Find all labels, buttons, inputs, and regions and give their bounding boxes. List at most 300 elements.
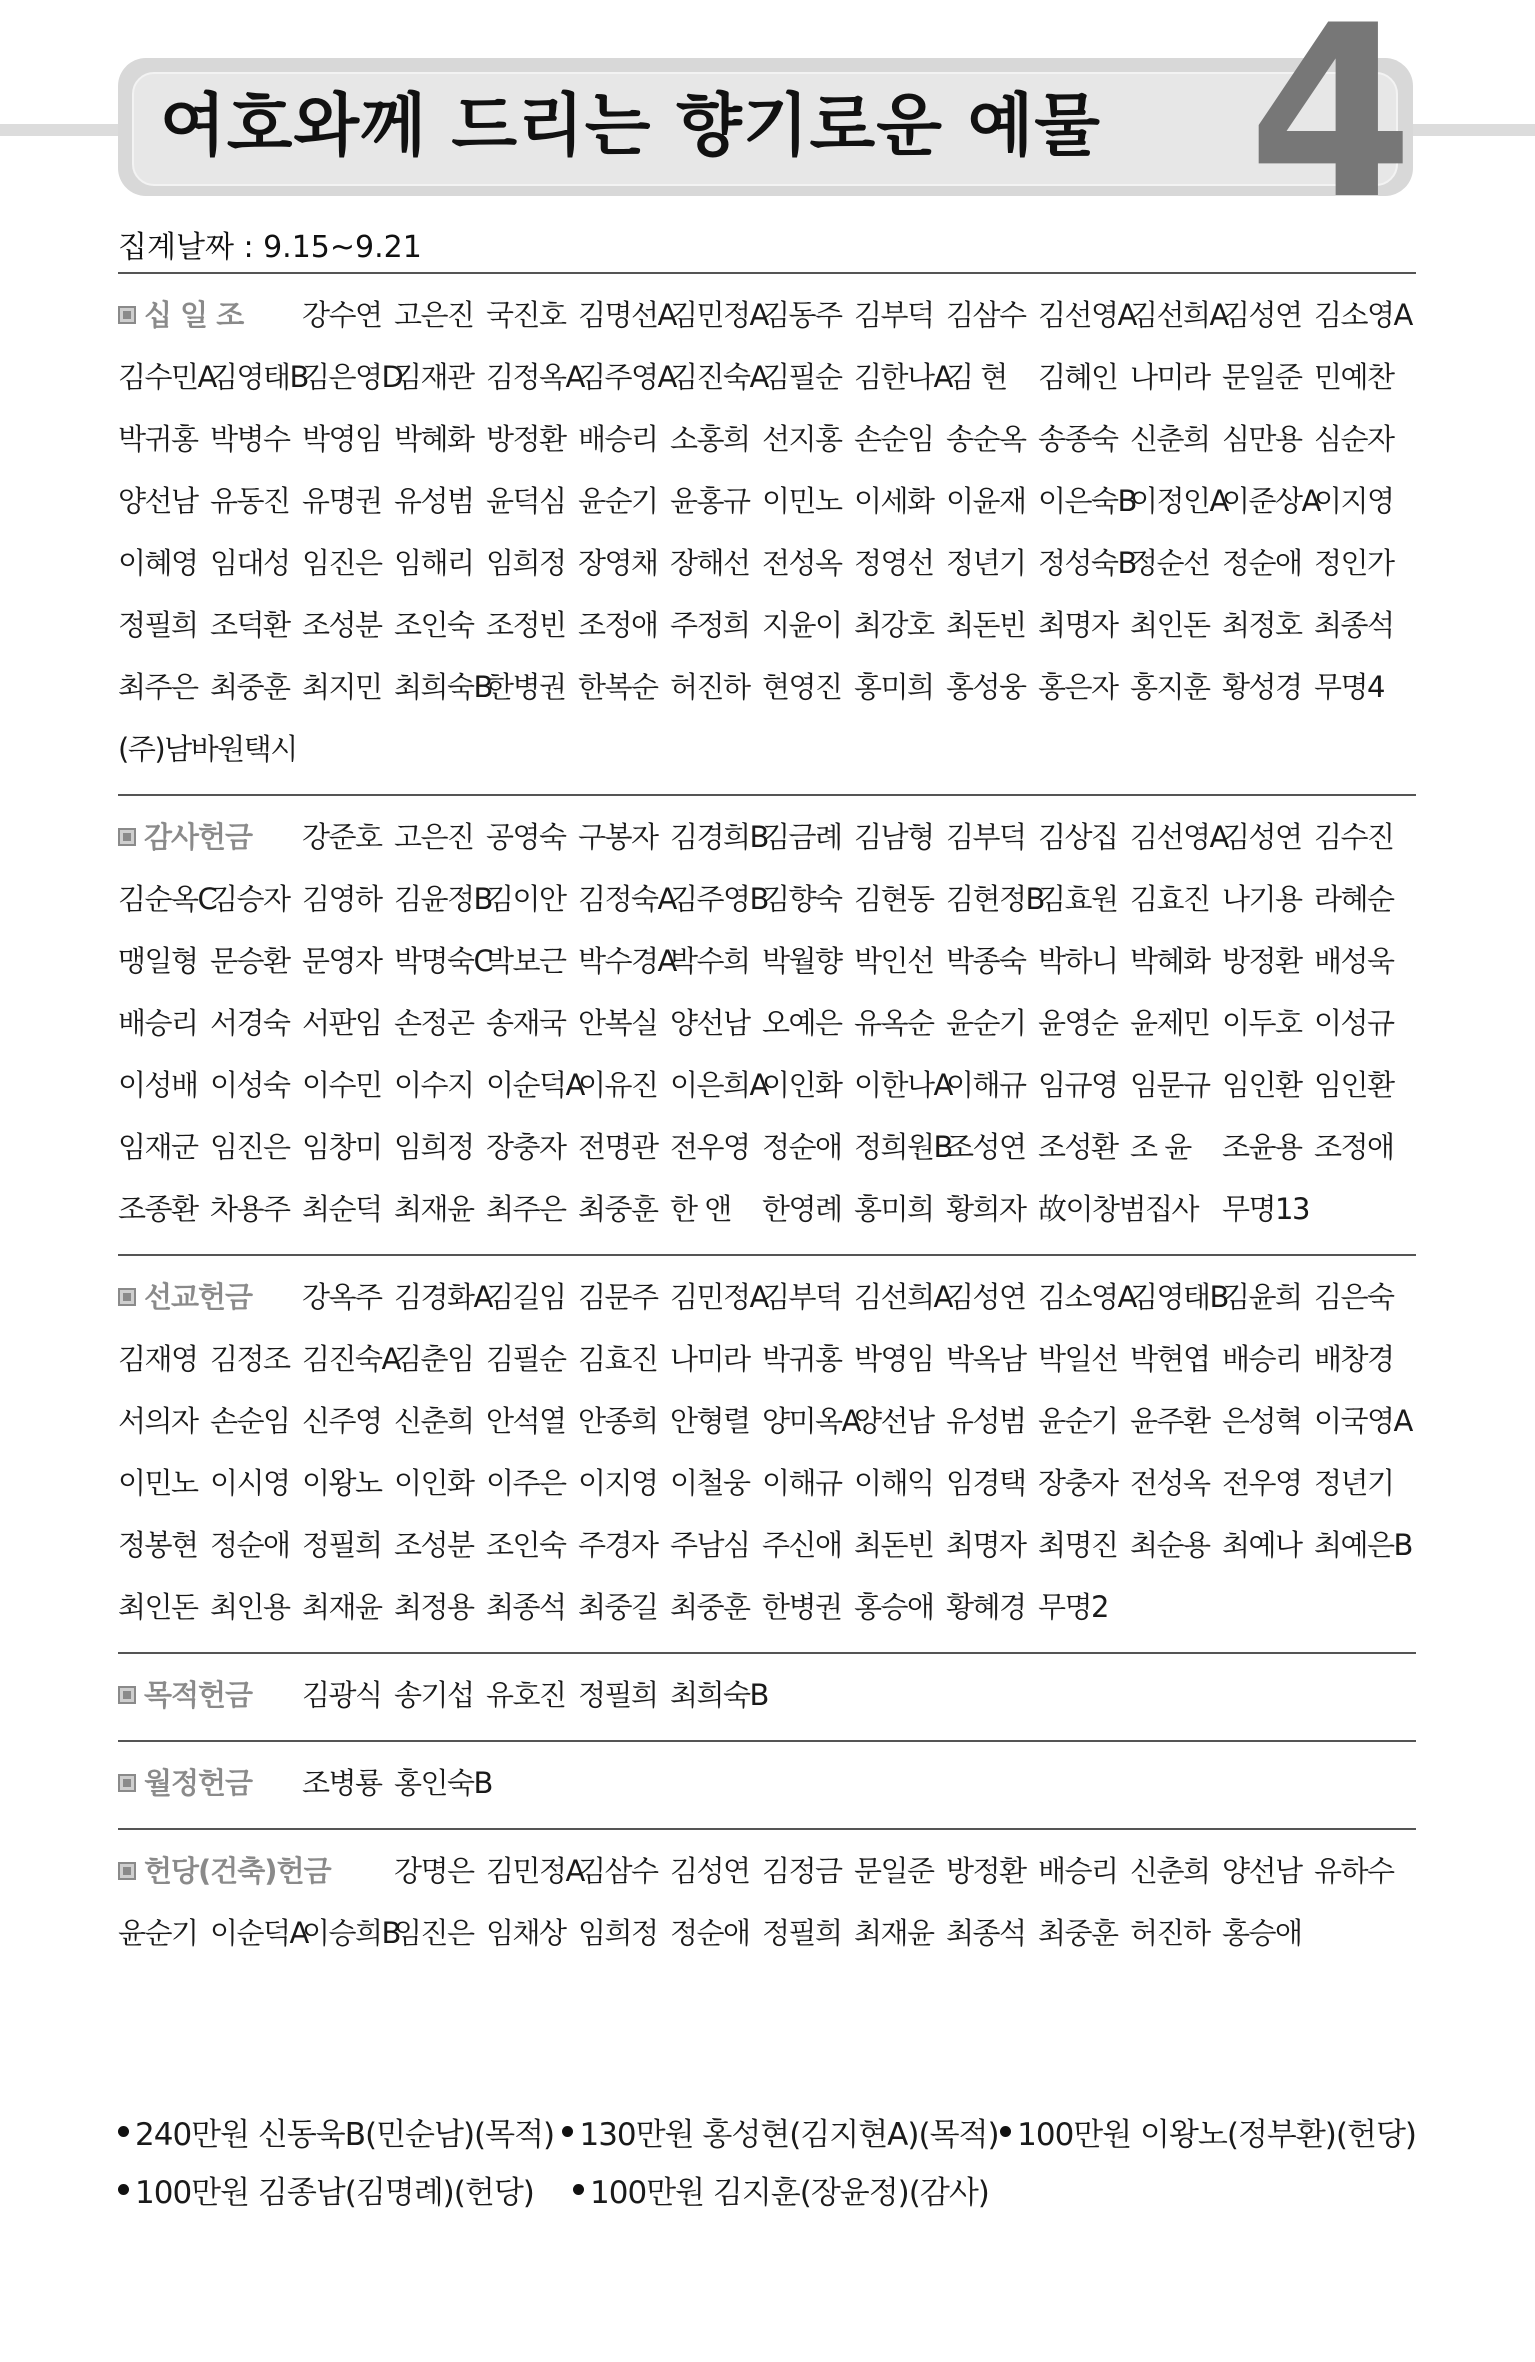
donor-name: 강옥주 [302,1280,382,1314]
donor-name: 김재영 [118,1342,198,1376]
donor-name: 윤영순 [1038,1006,1118,1040]
donor-name: 박명숙C [394,944,493,978]
donor-name: 김경희B [670,820,768,854]
donor-name: 임인환 [1314,1068,1394,1102]
donor-name: 조정빈 [486,608,566,642]
donor-name: 최종석 [486,1590,566,1624]
donor-name: 최재윤 [854,1916,934,1950]
donor-name: 박영임 [854,1342,934,1376]
donor-name: 김경화A [394,1280,492,1314]
donor-name: 주경자 [578,1528,658,1562]
donor-name: 임대성 [210,546,290,580]
section-label-text: 감사헌금 [144,820,253,854]
donor-name: 정성숙B [1038,546,1136,580]
donor-name: 이은숙B [1038,484,1136,518]
donor-name: 맹일형 [118,944,198,978]
donor-name: 무명4 [1314,670,1384,704]
donor-name: 허진하 [1130,1916,1210,1950]
donor-name: 조병룡 [302,1766,382,1800]
donor-name: 이시영 [210,1466,290,1500]
donor-name: 김금례 [762,820,842,854]
donor-name: 신춘희 [1130,422,1210,456]
donor-name: 안석열 [486,1404,566,1438]
donor-name: 문승환 [210,944,290,978]
page-title: 여호와께 드리는 향기로운 예물 [160,87,1101,166]
donor-name: 신춘희 [394,1404,474,1438]
offering-section [118,1740,1416,1828]
date-label: 집계날짜 : 9.15~9.21 [118,230,422,265]
donor-name: 조성연 [946,1130,1026,1164]
donor-name: 양선남 [118,484,198,518]
donor-name: 조윤용 [1222,1130,1302,1164]
donor-name: 조정애 [1314,1130,1394,1164]
donor-name: 박수희 [670,944,750,978]
section-label [118,1664,302,1726]
offering-sections [118,272,1416,1978]
donor-name: 박수경A [578,944,676,978]
donor-name: 라혜순 [1314,882,1394,916]
donor-name: 최재윤 [302,1590,382,1624]
donor-name: 공영숙 [486,820,566,854]
donor-name: 손정곤 [394,1006,474,1040]
donor-name: 최종석 [946,1916,1026,1950]
donor-name: 최희숙B [670,1678,768,1712]
donor-name: 김수민A [118,360,216,394]
donor-name: 김부덕 [946,820,1026,854]
donor-name: 윤순기 [1038,1404,1118,1438]
donor-name: 김주영B [670,882,768,916]
donor-name: 이지영 [1314,484,1394,518]
donor-name: 박인선 [854,944,934,978]
donor-name: 故이창범집사 [1038,1192,1199,1226]
donor-name: 최중훈 [578,1192,658,1226]
donor-name: 홍미희 [854,1192,934,1226]
bullet-icon [118,2184,129,2195]
name-list [118,806,1416,1240]
donation-row [118,2102,1416,2160]
donor-name: 김정금 [762,1854,842,1888]
donor-name: 최인돈 [118,1590,198,1624]
donor-name: 임진은 [302,546,382,580]
donor-name: 김영태B [1130,1280,1228,1314]
donor-name: 임희정 [394,1130,474,1164]
donor-name: 김부덕 [854,298,934,332]
donor-name: 윤홍규 [670,484,750,518]
donor-name: 전우영 [1222,1466,1302,1500]
donor-name: 박혜화 [394,422,474,456]
donation-text: 100만원 이왕노(정부환)(헌당) [1017,2116,1416,2153]
donor-name: 유하수 [1314,1854,1394,1888]
donor-name: 이순덕A [486,1068,584,1102]
donation-text: 130만원 홍성현(김지현A)(목적) [579,2116,999,2153]
donor-name: 박현엽 [1130,1342,1210,1376]
donor-name: 김삼수 [946,298,1026,332]
donor-name: 황혜경 [946,1590,1026,1624]
donor-name: 정영선 [854,546,934,580]
square-bullet-icon [118,1686,136,1704]
donor-name: 홍승애 [854,1590,934,1624]
bullet-icon [1000,2126,1011,2137]
donor-name: 무명2 [1038,1590,1108,1624]
offering-section [118,1828,1416,1978]
donor-name: 유성범 [394,484,474,518]
issue-number: 4 [1248,0,1408,252]
donor-name: 이수민 [302,1068,382,1102]
donor-name: 송기섭 [394,1678,474,1712]
donor-name: 김진숙A [670,360,768,394]
donor-name: 최인용 [210,1590,290,1624]
donor-name: 장영채 [578,546,658,580]
donor-name: 김주영A [578,360,676,394]
donor-name: 김재관 [394,360,474,394]
donor-name: 신주영 [302,1404,382,1438]
donor-name: 이해규 [946,1068,1026,1102]
section-label [118,1266,302,1328]
donor-name: 전우영 [670,1130,750,1164]
name-list [118,1840,1416,1964]
donor-name: 배승리 [578,422,658,456]
donor-name: 민예찬 [1314,360,1394,394]
donor-name: 윤순기 [118,1916,198,1950]
section-label [118,284,302,346]
donor-name: 조성분 [302,608,382,642]
donor-name: 주정희 [670,608,750,642]
donor-name: 김성연 [946,1280,1026,1314]
donor-name: 최인돈 [1130,608,1210,642]
donor-name: 이세화 [854,484,934,518]
donor-name: 오예은 [762,1006,842,1040]
donor-name: 송종숙 [1038,422,1118,456]
donor-name: 이해익 [854,1466,934,1500]
donor-name: 정필희 [762,1916,842,1950]
donor-name: 김정옥A [486,360,584,394]
donor-name: 정년기 [946,546,1026,580]
donation-item [118,2167,573,2212]
name-list [118,1266,1416,1638]
donor-name: 최명자 [946,1528,1026,1562]
donor-name: 양미옥A [762,1404,860,1438]
offering-section [118,794,1416,1254]
donor-name: 방정환 [486,422,566,456]
offering-section [118,1254,1416,1652]
section-label-text: 선교헌금 [144,1280,253,1314]
offering-section [118,1652,1416,1740]
donor-name: 최명자 [1038,608,1118,642]
square-bullet-icon [118,1774,136,1792]
donor-name: 이성규 [1314,1006,1394,1040]
donor-name: 손순임 [854,422,934,456]
donor-name: 최순용 [1130,1528,1210,1562]
donor-name: 송순옥 [946,422,1026,456]
donor-name: 이왕노 [302,1466,382,1500]
donor-name: 김동주 [762,298,842,332]
donor-name: 나미라 [670,1342,750,1376]
donor-name: 임채상 [486,1916,566,1950]
special-donations [118,2102,1416,2218]
donor-name: 주신애 [762,1528,842,1562]
donor-name: 정순애 [210,1528,290,1562]
donor-name: 김남형 [854,820,934,854]
donor-name: 박하니 [1038,944,1118,978]
donor-name: 고은진 [394,820,474,854]
donor-name: 최정용 [394,1590,474,1624]
donor-name: 방정환 [1222,944,1302,978]
donor-name: 배승리 [118,1006,198,1040]
donor-name: 문영자 [302,944,382,978]
donor-name: 윤순기 [946,1006,1026,1040]
donor-name: 소홍희 [670,422,750,456]
donor-name: 손순임 [210,1404,290,1438]
donor-name: 정필희 [302,1528,382,1562]
donor-name: 김길임 [486,1280,566,1314]
donor-name: 이철웅 [670,1466,750,1500]
donor-name: 조인숙 [394,608,474,642]
donor-name: 국진호 [486,298,566,332]
donor-name: 이지영 [578,1466,658,1500]
donor-name: 임인환 [1222,1068,1302,1102]
donor-name: 강수연 [302,298,382,332]
donor-name: 신춘희 [1130,1854,1210,1888]
donor-name: 김순옥C [118,882,217,916]
donor-name: 서판임 [302,1006,382,1040]
donor-name: 임경택 [946,1466,1026,1500]
donor-name: 김정조 [210,1342,290,1376]
donor-name: 김성연 [1222,298,1302,332]
donor-name: 조종환 [118,1192,198,1226]
donor-name: 김광식 [302,1678,382,1712]
donor-name: 윤덕심 [486,484,566,518]
donor-name: 김영하 [302,882,382,916]
donation-item [118,2109,562,2154]
donor-name: 황희자 [946,1192,1026,1226]
donor-name: 김혜인 [1038,360,1118,394]
donor-name: 한영례 [762,1192,842,1226]
donor-name: 김문주 [578,1280,658,1314]
donor-name: 이민노 [762,484,842,518]
donor-name: 이인화 [762,1068,842,1102]
donor-name: 김이안 [486,882,566,916]
donor-name: 이한나A [854,1068,952,1102]
donor-name: 최중훈 [670,1590,750,1624]
donor-name: 이정인A [1130,484,1228,518]
offering-section [118,272,1416,794]
donor-name: 김선희A [854,1280,952,1314]
donor-name: 김필순 [486,1342,566,1376]
bullet-icon [118,2126,129,2137]
donor-name: 김춘임 [394,1342,474,1376]
donor-name: 은성혁 [1222,1404,1302,1438]
donor-name: 정필희 [118,608,198,642]
donor-name: 최예은B [1314,1528,1412,1562]
donor-name: 홍지훈 [1130,670,1210,704]
donor-name: 김성연 [670,1854,750,1888]
donor-name: 윤주환 [1130,1404,1210,1438]
donor-name: 전성옥 [762,546,842,580]
donor-name: 박옥남 [946,1342,1026,1376]
donor-name: 김효원 [1038,882,1118,916]
donor-name: 안종희 [578,1404,658,1438]
donation-text: 240만원 신동욱B(민순남)(목적) [135,2116,555,2153]
donor-name: 이성숙 [210,1068,290,1102]
donor-name: 김한나A [854,360,952,394]
donor-name: 김윤희 [1222,1280,1302,1314]
donor-name: 윤순기 [578,484,658,518]
donor-name: 이혜영 [118,546,198,580]
donor-name: 김 현 [946,360,1007,394]
donor-name: 홍성웅 [946,670,1026,704]
donor-name: 차용주 [210,1192,290,1226]
donor-name: 임희정 [486,546,566,580]
section-label [118,1752,302,1814]
donor-name: 최재윤 [394,1192,474,1226]
donor-name: 박일선 [1038,1342,1118,1376]
donor-name: 김윤정B [394,882,492,916]
name-list [118,1664,1416,1726]
donor-name: 최주은 [118,670,198,704]
donor-name: 최순덕 [302,1192,382,1226]
donor-name: 박보근 [486,944,566,978]
donor-name: 최명진 [1038,1528,1118,1562]
donor-name: 정인가 [1314,546,1394,580]
donor-name: 서의자 [118,1404,198,1438]
donor-name: 조 윤 [1130,1130,1191,1164]
donor-name: 배승리 [1038,1854,1118,1888]
donor-name: 이민노 [118,1466,198,1500]
square-bullet-icon [118,1862,136,1880]
donor-name: 정필희 [578,1678,658,1712]
donor-name: 주남심 [670,1528,750,1562]
donor-name: 유성범 [946,1404,1026,1438]
donor-name: 김부덕 [762,1280,842,1314]
donor-name: 유명권 [302,484,382,518]
donor-name: 최돈빈 [854,1528,934,1562]
donor-name: 이유진 [578,1068,658,1102]
donor-name: 정희원B [854,1130,952,1164]
donor-name: 임창미 [302,1130,382,1164]
donor-name: 김은숙 [1314,1280,1394,1314]
donor-name: 이순덕A [210,1916,308,1950]
donor-name: 조성환 [1038,1130,1118,1164]
donor-name: 김선희A [1130,298,1228,332]
donor-name: 홍인숙B [394,1766,492,1800]
name-list [118,1752,1416,1814]
donor-name: 전명관 [578,1130,658,1164]
square-bullet-icon [118,306,136,324]
donor-name: 장충자 [1038,1466,1118,1500]
donor-name: (주)남바원택시 [118,732,297,766]
donor-name: 임문규 [1130,1068,1210,1102]
donor-name: 선지홍 [762,422,842,456]
donor-name: 김민정A [486,1854,584,1888]
donor-name: 지윤이 [762,608,842,642]
donor-name: 박종숙 [946,944,1026,978]
donor-name: 이은희A [670,1068,768,1102]
donor-name: 심만용 [1222,422,1302,456]
donor-name: 유호진 [486,1678,566,1712]
donor-name: 정순애 [670,1916,750,1950]
donor-name: 이두호 [1222,1006,1302,1040]
donor-name: 한 앤 [670,1192,731,1226]
donor-name: 이준상A [1222,484,1320,518]
donor-name: 박월향 [762,944,842,978]
donor-name: 심순자 [1314,422,1394,456]
donor-name: 정순선 [1130,546,1210,580]
donor-name: 김영태B [210,360,308,394]
donor-name: 윤제민 [1130,1006,1210,1040]
donation-item [1000,2109,1416,2154]
donor-name: 이성배 [118,1068,198,1102]
donor-name: 임해리 [394,546,474,580]
donor-name: 임재군 [118,1130,198,1164]
donor-name: 김상집 [1038,820,1118,854]
donation-text: 100만원 김지훈(장윤정)(감사) [590,2174,989,2211]
donor-name: 최종석 [1314,608,1394,642]
donor-name: 정년기 [1314,1466,1394,1500]
donor-name: 최중길 [578,1590,658,1624]
name-list [118,284,1416,780]
donor-name: 서경숙 [210,1006,290,1040]
donor-name: 이수지 [394,1068,474,1102]
donor-name: 이윤재 [946,484,1026,518]
donor-name: 홍미희 [854,670,934,704]
donor-name: 최강호 [854,608,934,642]
donor-name: 유동진 [210,484,290,518]
donor-name: 고은진 [394,298,474,332]
donor-name: 최희숙B [394,670,492,704]
donor-name: 이해규 [762,1466,842,1500]
donor-name: 안형렬 [670,1404,750,1438]
section-label-text: 목적헌금 [144,1678,253,1712]
donor-name: 전성옥 [1130,1466,1210,1500]
donor-name: 김효진 [1130,882,1210,916]
donor-name: 방정환 [946,1854,1026,1888]
donor-name: 김민정A [670,298,768,332]
donor-name: 박영임 [302,422,382,456]
donor-name: 최돈빈 [946,608,1026,642]
donor-name: 배창경 [1314,1342,1394,1376]
donor-name: 김삼수 [578,1854,658,1888]
donor-name: 양선남 [1222,1854,1302,1888]
donor-name: 박병수 [210,422,290,456]
donor-name: 장충자 [486,1130,566,1164]
donor-name: 나미라 [1130,360,1210,394]
donation-item [573,2167,1021,2212]
donor-name: 송재국 [486,1006,566,1040]
decorative-line-left [0,124,130,136]
donor-name: 최지민 [302,670,382,704]
donor-name: 임규영 [1038,1068,1118,1102]
donor-name: 강명은 [394,1854,474,1888]
donor-name: 문일준 [854,1854,934,1888]
donor-name: 양선남 [670,1006,750,1040]
donor-name: 김현정B [946,882,1044,916]
donor-name: 박귀홍 [118,422,198,456]
square-bullet-icon [118,1288,136,1306]
donor-name: 김향숙 [762,882,842,916]
donor-name: 최주은 [486,1192,566,1226]
section-label-text: 헌당(건축)헌금 [144,1854,331,1888]
donor-name: 이주은 [486,1466,566,1500]
decorative-line-right [1395,124,1535,136]
donor-name: 조정애 [578,608,658,642]
donor-name: 한복순 [578,670,658,704]
donor-name: 정순애 [762,1130,842,1164]
donor-name: 박혜화 [1130,944,1210,978]
donor-name: 구봉자 [578,820,658,854]
donor-name: 김소영A [1314,298,1412,332]
donor-name: 이승희B [302,1916,400,1950]
donor-name: 김승자 [210,882,290,916]
